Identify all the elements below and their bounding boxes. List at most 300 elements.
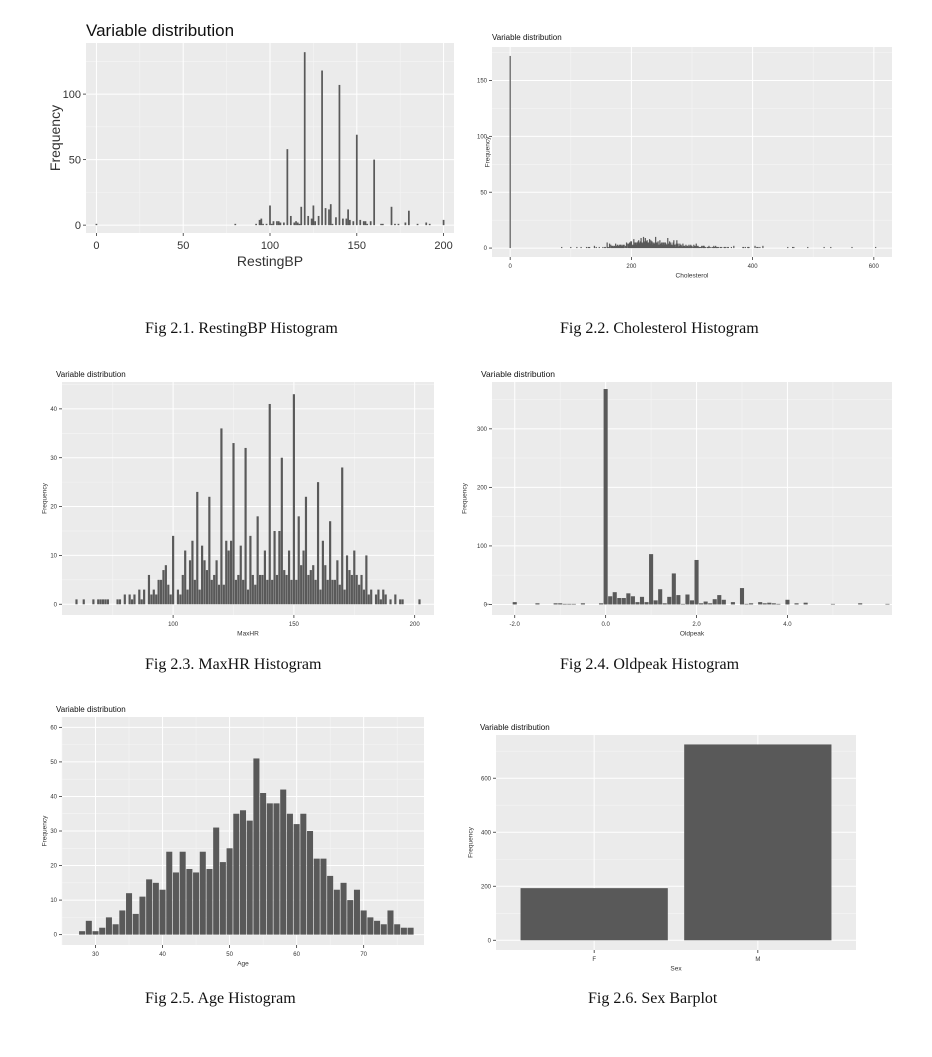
bar [353,551,355,605]
bar [513,602,517,604]
bar [366,224,368,225]
y-tick-label: 200 [480,884,491,891]
x-axis-label: RestingBP [236,253,304,269]
bar [259,220,261,225]
bar [213,828,219,935]
bar [155,594,157,604]
bar [293,394,295,604]
bar [580,247,581,248]
bar [141,599,143,604]
bar [572,604,576,605]
bar [748,247,749,248]
bar [824,247,825,248]
bar [305,497,307,604]
bar [314,221,316,225]
y-tick-label: 100 [476,544,487,551]
bar [189,560,191,604]
y-tick-label: 0 [74,219,81,232]
y-tick-label: 50 [480,190,487,197]
y-tick-label: 30 [50,829,57,836]
bar [727,247,728,248]
bar [394,924,400,934]
bar [266,224,268,225]
bar [237,575,239,604]
chart-oldpeak [461,360,932,640]
bar [276,221,278,225]
x-tick-label: M [755,957,761,963]
bar [365,221,367,225]
bar [244,448,246,604]
x-tick-label: 70 [360,952,368,958]
bar [346,555,348,604]
bar [830,247,831,248]
bar [554,603,558,604]
plot-background [492,382,892,615]
bar [262,224,264,225]
bar [184,551,186,605]
bar [96,224,98,225]
bar [211,580,213,604]
bar [318,216,320,225]
x-tick-label: 30 [92,952,99,958]
bar [408,928,414,935]
bar [260,219,262,226]
bar [718,247,719,248]
bar [720,247,721,248]
bar [701,246,702,248]
bar [100,599,102,604]
bar [150,594,152,604]
bar [792,247,793,248]
y-axis-label: Frequency [461,483,469,514]
bar [399,599,401,604]
bar [609,244,610,248]
y-axis-label: Frequency [467,827,475,858]
bar [295,580,297,604]
bar [320,859,326,935]
bar [510,56,511,248]
bar [624,245,625,248]
bar [589,247,590,248]
bar [328,209,330,225]
bar [172,536,174,604]
bar [218,585,220,605]
bar-M [684,744,831,940]
y-tick-label: 150 [476,78,487,85]
chart-panel-resting-bp [0,0,466,290]
bar [271,224,273,225]
bar [352,221,354,225]
bar [558,603,562,604]
chart-panel-maxhr [0,360,466,640]
bar [266,580,268,604]
x-tick-label: 0 [93,240,100,252]
bar [93,931,99,934]
y-tick-label: 20 [50,863,57,870]
bar [795,603,799,604]
bar [295,221,297,225]
bar [359,220,361,225]
bar [300,207,302,225]
bar [230,541,232,605]
bar [294,824,300,935]
x-axis-label: MaxHR [237,630,259,638]
bar [380,224,382,225]
bar [721,247,722,248]
bar [104,599,106,604]
bar [361,910,367,934]
bar [708,603,712,604]
bar [107,599,109,604]
bar [667,597,671,605]
bar [561,247,562,248]
x-axis-label: Age [237,960,249,968]
bar [191,541,193,605]
bar [273,221,275,225]
bar [281,458,283,605]
bar [322,541,324,605]
bar [193,872,199,934]
bar [187,590,189,605]
bar [283,570,285,604]
bar [408,211,410,225]
bar [762,246,763,248]
bar [382,590,384,605]
bar [607,247,608,248]
bar [124,594,126,604]
y-tick-label: 100 [476,134,487,141]
bar [267,803,273,934]
bar [617,598,621,604]
bar [177,590,179,605]
bar [640,597,644,605]
x-tick-label: 400 [747,264,758,270]
bar [317,482,319,604]
bar [247,821,253,935]
bar [363,221,365,225]
bar [253,758,259,934]
bar [785,600,789,605]
chart-panel-sex [466,710,932,973]
bar [160,890,166,935]
bar [261,575,263,604]
bar [286,149,288,225]
bar [831,604,835,605]
bar [290,580,292,604]
bar [307,831,313,935]
bar [102,599,104,604]
bar [287,814,293,935]
bar [247,590,249,605]
bar [672,573,676,604]
bar [681,604,685,605]
bar [314,859,320,935]
bar [586,247,587,248]
x-tick-label: 200 [409,622,420,628]
y-tick-label: 30 [50,455,57,462]
bar [605,247,606,248]
bar [625,246,626,248]
bar [425,223,427,226]
x-tick-label: 40 [159,952,166,958]
x-axis-label: Cholesterol [675,272,709,280]
bar [327,876,333,935]
y-axis-label: Frequency [41,483,49,514]
bar [626,593,630,604]
y-tick-label: 0 [483,246,487,253]
bar [321,71,323,226]
bar [710,247,711,248]
bar [119,910,125,934]
bar [713,599,717,604]
bar [717,247,718,248]
x-tick-label: 100 [260,240,280,252]
y-tick-label: 0 [53,932,57,939]
bar [358,585,360,605]
bar [148,575,150,604]
chart-panel-oldpeak [461,360,932,640]
bar [599,603,603,604]
bar [131,599,133,604]
y-tick-label: 100 [62,88,81,101]
bar [368,594,370,604]
chart-title: Variable distribution [56,370,126,379]
x-tick-label: 60 [293,952,300,958]
chart-age [0,695,466,970]
bar [654,600,658,604]
bar [535,603,539,604]
bar [332,224,334,225]
bar [622,598,626,604]
bar [745,247,746,248]
bar [126,893,132,934]
bar [299,224,301,225]
bar [745,604,749,605]
bar [240,546,242,605]
chart-panel-cholesterol [466,0,932,290]
bar [280,223,282,226]
x-tick-label: 150 [347,240,366,252]
bar [264,551,266,605]
bar [252,575,254,604]
y-tick-label: 0 [487,938,491,945]
y-tick-label: 10 [50,553,57,560]
bar [199,590,201,605]
x-tick-label: 0.0 [601,622,610,628]
bar [370,590,372,605]
bar [443,220,445,225]
bar [401,928,407,935]
bar [113,924,119,934]
bar [194,580,196,604]
bar [711,247,712,248]
bar [227,848,233,934]
y-axis-label: Frequency [47,104,63,172]
bar [271,580,273,604]
chart-title: Variable distribution [492,33,562,42]
bar [232,443,234,604]
y-tick-label: 20 [50,504,57,511]
bar [344,590,346,605]
bar [691,246,692,248]
chart-title: Variable distribution [481,369,556,379]
bar [220,862,226,935]
bar [387,910,393,934]
bar [365,555,367,604]
y-tick-label: 200 [476,485,487,492]
bar [167,585,169,605]
bar [329,521,331,604]
bar [377,590,379,605]
bar [563,604,567,605]
bar [325,208,327,225]
caption-age: Fig 2.5. Age Histogram [145,990,296,1007]
chart-title: Variable distribution [56,705,126,714]
bar [398,224,400,225]
bar [313,205,315,225]
bar [334,890,340,935]
bar [354,890,360,935]
caption-maxhr: Fig 2.3. MaxHR Histogram [145,656,322,673]
bar [717,595,721,604]
bar [725,247,726,248]
bar [213,575,215,604]
x-tick-label: F [592,957,597,963]
bar [170,594,172,604]
y-tick-label: 0 [483,602,487,609]
y-tick-label: 40 [50,406,57,413]
bar [690,600,694,604]
bar [283,223,285,226]
bar [635,602,639,604]
bar [307,216,309,225]
bar [757,247,758,248]
bar [327,580,329,604]
bar [339,585,341,605]
bar [223,585,225,605]
bar [311,219,313,226]
bar [649,554,653,604]
bar [613,592,617,604]
x-tick-label: 4.0 [783,622,792,628]
bar [402,599,404,604]
bar [382,224,384,225]
bar [259,575,261,604]
bar [699,603,703,604]
bar [875,247,876,248]
bar [129,594,131,604]
bar [165,565,167,604]
bar [79,931,85,934]
bar [375,594,377,604]
bar [599,247,600,248]
bar [339,85,341,225]
bar [173,872,179,934]
bar [319,590,321,605]
x-axis-label: Oldpeak [679,630,705,638]
bar [645,602,649,604]
x-tick-label: 50 [177,240,190,252]
bar [200,852,206,935]
bar [206,570,208,604]
bar [767,603,771,605]
bar [312,565,314,604]
bar [233,814,239,935]
bar [663,603,667,604]
bar [418,599,420,604]
bar [288,551,290,605]
bar [106,917,112,934]
bar [297,223,299,226]
y-axis-label: Frequency [41,815,49,847]
bar [83,599,85,604]
y-tick-label: 50 [50,760,57,767]
bar [278,221,280,225]
bar [225,541,227,605]
bar [380,599,382,604]
bar [567,604,571,605]
bar [389,599,391,604]
bar [349,220,351,225]
bar [133,914,139,935]
bar [793,247,794,248]
x-tick-label: -2.0 [509,622,520,628]
x-tick-label: 0 [508,264,512,270]
bar [685,595,689,605]
bar [255,224,257,225]
bar [749,603,753,604]
bar [722,600,726,605]
bar [180,852,186,935]
bar [695,560,699,604]
bar [235,580,237,604]
bar [242,580,244,604]
caption-resting-bp: Fig 2.1. RestingBP Histogram [145,320,338,337]
bar [336,560,338,604]
bar [754,246,755,248]
y-tick-label: 10 [50,898,57,905]
x-tick-label: 2.0 [692,622,701,628]
y-tick-label: 600 [480,776,491,783]
bar [370,221,372,225]
y-tick-label: 300 [476,426,487,433]
y-tick-label: 0 [53,602,57,609]
bar [759,247,760,248]
x-tick-label: 150 [288,622,299,628]
bar [581,603,585,604]
y-tick-label: 60 [50,725,57,732]
bar [804,603,808,605]
bar [341,883,347,935]
bar [356,575,358,604]
bar [298,516,300,604]
bar [286,575,288,604]
bar [728,247,729,248]
bar [307,575,309,604]
bar [417,224,419,225]
bar [304,52,306,225]
chart-sex [466,710,932,973]
bar [331,580,333,604]
bar [179,594,181,604]
bar [676,595,680,604]
bar [708,246,709,248]
bar [75,599,77,604]
bar [772,603,776,604]
chart-resting-bp [0,0,466,290]
x-tick-label: 600 [868,264,879,270]
bar [330,204,332,225]
